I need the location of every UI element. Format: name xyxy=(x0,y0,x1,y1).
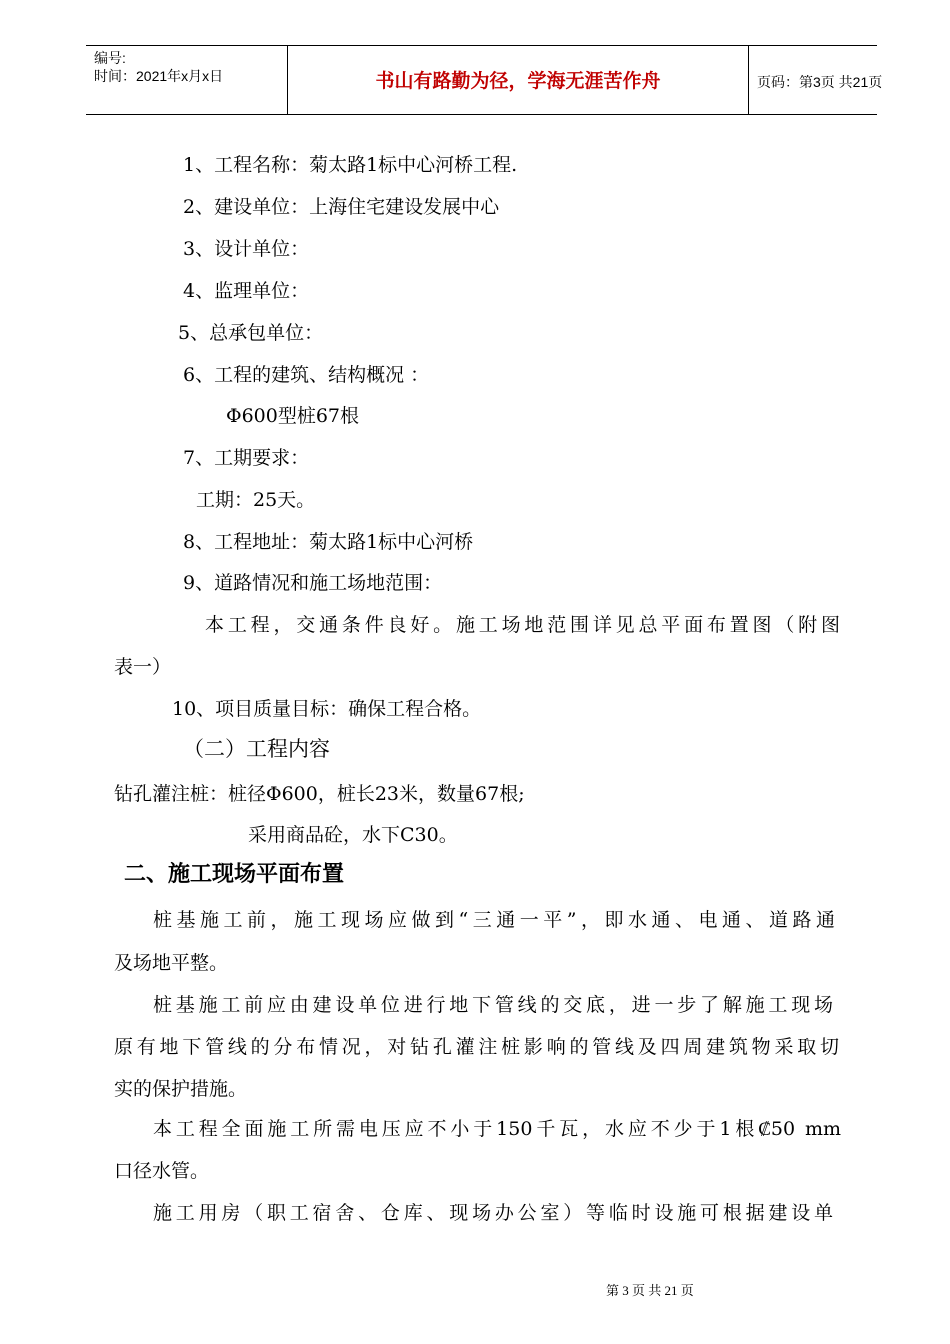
content-concrete: 采用商品砼，水下C30。 xyxy=(248,824,458,846)
road-paragraph-line-2: 表一） xyxy=(114,656,172,678)
item-schedule-days: 工期：25天。 xyxy=(196,489,316,511)
paragraph-4-line-1: 施工用房（职工宿舍、仓库、现场办公室）等临时设施可根据建设单 xyxy=(153,1202,833,1224)
content-bored-pile: 钻孔灌注桩：桩径Φ600，桩长23米，数量67根; xyxy=(114,783,525,805)
document-number-label: 编号: xyxy=(94,50,126,66)
paragraph-3-line-2: 口径水管。 xyxy=(114,1160,210,1182)
item-design-unit: 3、设计单位： xyxy=(183,238,310,260)
page-footer: 第 3 页 共 21 页 xyxy=(606,1283,694,1298)
item-general-contractor: 5、总承包单位： xyxy=(178,322,324,344)
header-motto: 书山有路勤为径，学海无涯苦作舟 xyxy=(375,70,661,92)
item-structure-overview: 6、工程的建筑、结构概况 ： xyxy=(183,364,430,386)
document-time-label: 时间：2021年x月x日 xyxy=(94,68,224,84)
paragraph-1-line-1: 桩基施工前，施工现场应做到“三通一平”，即水通、电通、道路通 xyxy=(153,909,835,931)
item-supervision-unit: 4、监理单位： xyxy=(183,280,310,302)
item-project-address: 8、工程地址：菊太路1标中心河桥 xyxy=(183,531,474,553)
header-page-code: 页码：第3页 共21页 xyxy=(757,74,883,90)
road-paragraph-line-1: 本工程，交通条件良好。施工场地范围详见总平面布置图（附图 xyxy=(205,614,840,636)
paragraph-2-line-2: 原有地下管线的分布情况，对钻孔灌注桩影响的管线及四周建筑物采取切 xyxy=(114,1036,839,1058)
subheading-project-content: （二）工程内容 xyxy=(183,737,330,761)
paragraph-1-line-2: 及场地平整。 xyxy=(114,952,229,974)
item-pile-spec: Φ600型桩67根 xyxy=(226,405,360,427)
paragraph-3-line-1: 本工程全面施工所需电压应不小于150千瓦，水应不少于1根₡50 mm xyxy=(153,1118,841,1140)
paragraph-2-line-3: 实的保护措施。 xyxy=(114,1078,248,1100)
item-schedule-requirement: 7、工期要求： xyxy=(183,447,310,469)
item-project-name: 1、工程名称：菊太路1标中心河桥工程. xyxy=(183,154,518,176)
section-title-site-layout: 二、施工现场平面布置 xyxy=(124,862,345,887)
item-road-site-scope: 9、道路情况和施工场地范围： xyxy=(183,572,443,594)
paragraph-2-line-1: 桩基施工前应由建设单位进行地下管线的交底，进一步了解施工现场 xyxy=(153,994,833,1016)
item-construction-unit: 2、建设单位：上海住宅建设发展中心 xyxy=(183,196,500,218)
item-quality-target: 10、项目质量目标：确保工程合格。 xyxy=(172,698,482,720)
